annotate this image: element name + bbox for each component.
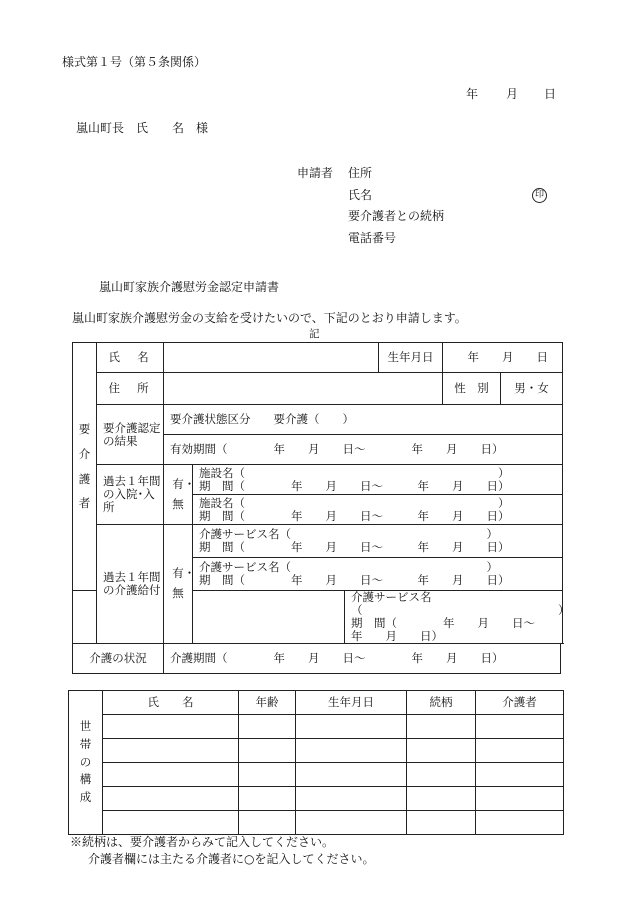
seal-mark [532,187,547,203]
section-label-recipient: 要介護者 [73,343,97,591]
applicant-label: 申請者 [297,166,334,180]
hh-cell[interactable] [296,811,407,835]
date-year: 年 [466,87,479,101]
hh-cell[interactable] [103,715,239,739]
service-name-2[interactable]: 介護サービス名（ ） [199,560,498,575]
hh-cell[interactable] [296,715,407,739]
address-cell[interactable] [164,373,443,405]
note-2: 介護者欄には主たる介護者に○を記入してください。 [88,852,375,866]
hh-header-caregiver: 介護者 [476,691,564,715]
valid-period[interactable]: 有効期間（ 年 月 日～ 年 月 日） [164,435,563,465]
applicant-name-label: 氏名 [348,188,373,202]
hh-header-birth: 生年月日 [296,691,407,715]
service-name-3[interactable]: 介護サービス名（ ） [351,590,570,617]
ki-label: 記 [309,328,320,340]
hh-cell[interactable] [239,763,296,787]
admission-flag[interactable]: 有・無 [164,465,193,525]
hh-header-name: 氏 名 [103,691,239,715]
hh-cell[interactable] [296,763,407,787]
birth-value[interactable]: 年 月 日 [443,343,563,373]
hh-cell[interactable] [239,739,296,763]
hh-header-age: 年齢 [239,691,296,715]
seal-text: 印 [532,188,547,203]
admission-label: 過去１年間の入院･入所 [97,465,164,525]
date-month: 月 [506,87,519,101]
hh-cell[interactable] [296,739,407,763]
hh-cell[interactable] [239,811,296,835]
hh-cell[interactable] [296,787,407,811]
hh-cell[interactable] [476,715,564,739]
hh-cell[interactable] [103,763,239,787]
hh-cell[interactable] [103,787,239,811]
service-extra-spacer-2 [193,591,345,644]
household-table [68,690,564,835]
service-period-3[interactable]: 期 間（ 年 月 日～ 年 月 日） [351,615,570,643]
facility-period-1[interactable]: 期 間（ 年 月 日～ 年 月 日） [199,478,510,493]
sex-label: 性 別 [443,373,501,405]
hh-cell[interactable] [407,763,476,787]
table-row [69,715,564,739]
sex-value[interactable]: 男・女 [501,373,563,405]
note-1: ※続柄は、要介護者からみて記入してください。 [70,835,335,849]
table-row [69,811,564,835]
facility-period-2[interactable]: 期 間（ 年 月 日～ 年 月 日） [199,508,510,523]
table-row [69,787,564,811]
table-row [69,739,564,763]
hh-cell[interactable] [239,715,296,739]
care-status-value[interactable]: 介護期間（ 年 月 日～ 年 月 日） [164,644,561,674]
form-number: 様式第１号（第５条関係） [62,55,207,69]
address-label: 住 所 [97,373,164,405]
facility-entry-2[interactable] [193,495,563,525]
care-recipient-table [72,342,570,644]
applicant-address-label: 住所 [348,166,373,180]
name-cell[interactable] [164,343,379,373]
name-label: 氏 名 [97,343,164,373]
hh-cell[interactable] [476,787,564,811]
hh-cell[interactable] [407,715,476,739]
applicant-relation-label: 要介護者との続柄 [348,209,445,223]
intro-text: 嵐山町家族介護慰労金の支給を受けたいので、下記のとおり申請します。 [72,311,467,325]
hh-cell[interactable] [407,787,476,811]
care-status-table [72,643,561,674]
addressee: 嵐山町長 氏 名 様 [76,121,209,135]
hh-cell[interactable] [407,811,476,835]
facility-name-1[interactable]: 施設名（ ） [199,465,510,480]
hh-cell[interactable] [103,811,239,835]
date-day: 日 [544,87,557,101]
applicant-phone-label: 電話番号 [348,231,397,245]
service-period-1[interactable]: 期 間（ 年 月 日～ 年 月 日） [199,540,510,554]
facility-name-2[interactable]: 施設名（ ） [199,495,510,510]
birth-label: 生年月日 [379,343,443,373]
facility-entry-1[interactable] [193,465,563,495]
hh-cell[interactable] [476,763,564,787]
service-entry-3[interactable] [345,590,570,644]
hh-header-relation: 続柄 [407,691,476,715]
document-title: 嵐山町家族介護慰労金認定申請書 [99,280,280,294]
hh-cell[interactable] [476,739,564,763]
section-label-household: 世帯の構成 [69,691,103,835]
care-class[interactable]: 要介護状態区分 要介護（ ） [164,405,563,435]
service-entry-2[interactable] [193,558,563,591]
service-period-2[interactable]: 期 間（ 年 月 日～ 年 月 日） [199,573,510,587]
service-name-1[interactable]: 介護サービス名（ ） [199,527,498,542]
care-status-label: 介護の状況 [73,644,164,674]
hh-cell[interactable] [407,739,476,763]
hh-cell[interactable] [103,739,239,763]
table-row [69,763,564,787]
hh-cell[interactable] [476,811,564,835]
care-result-label: 要介護認定の結果 [97,405,164,465]
hh-cell[interactable] [239,787,296,811]
service-label: 過去１年間の介護給付 [97,525,164,644]
service-entry-1[interactable] [193,525,563,558]
service-extra-spacer [73,591,97,644]
service-flag[interactable]: 有・無 [164,525,193,644]
